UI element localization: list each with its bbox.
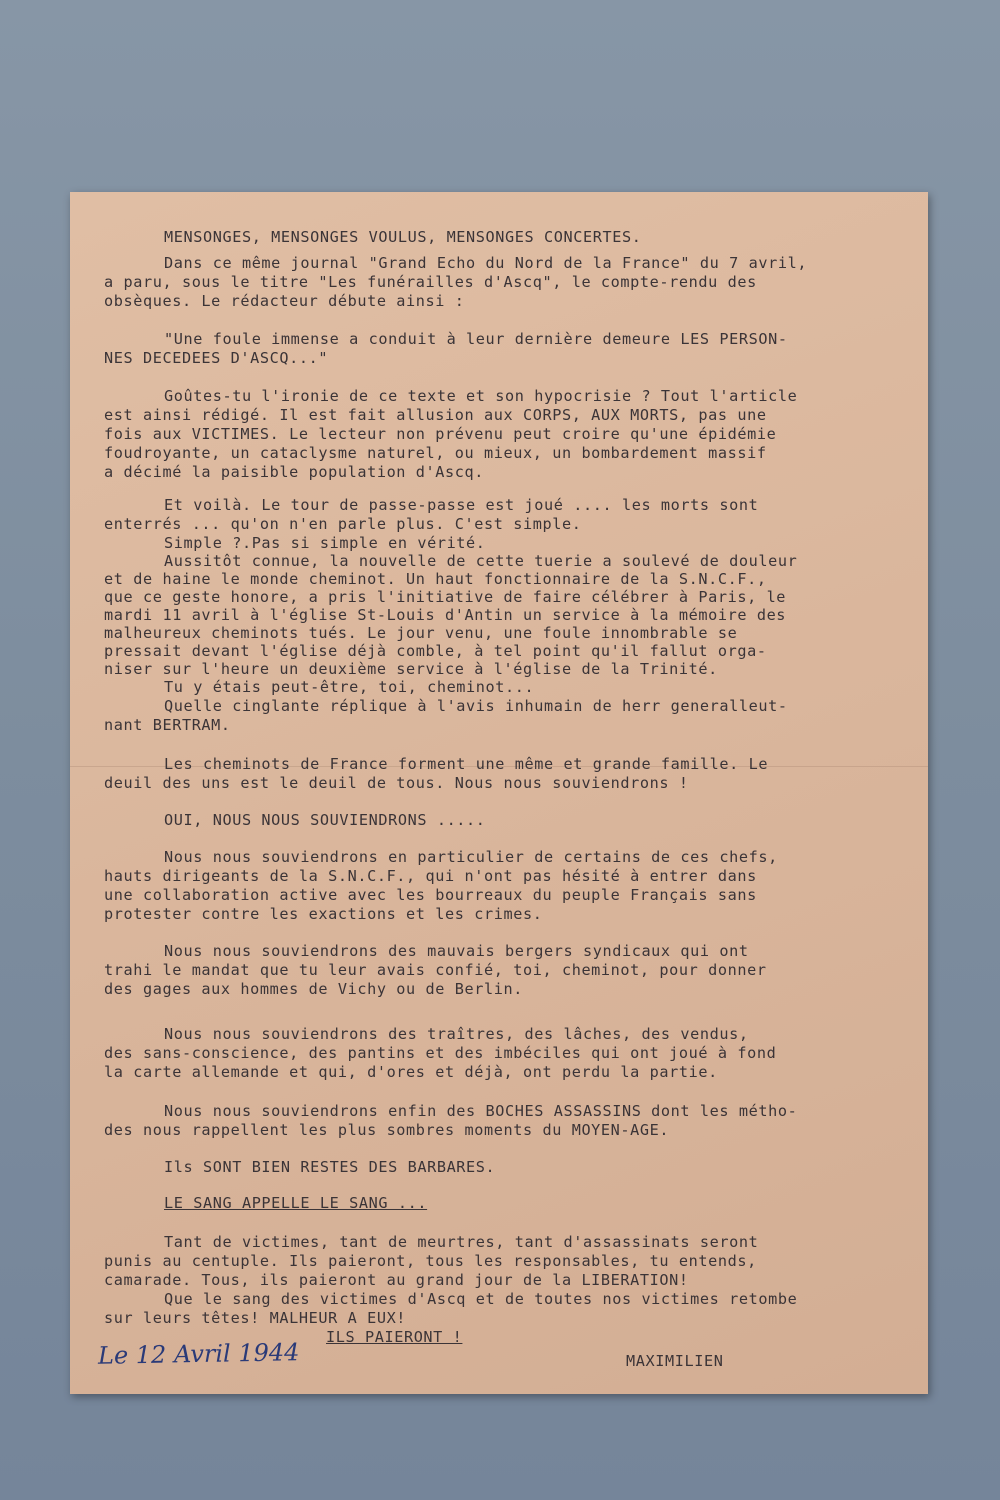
text-line: Nous nous souviendrons des mauvais bergers syndicaux qui ont — [164, 942, 749, 960]
text-line: Quelle cinglante réplique à l'avis inhumain de herr generalleut- — [164, 697, 788, 715]
text-line: Nous nous souviendrons des traîtres, des lâches, des vendus, — [164, 1025, 749, 1043]
text-line: Nous nous souviendrons en particulier de certains de ces chefs, — [164, 848, 778, 866]
text-line-underlined: ILS PAIERONT ! — [326, 1328, 463, 1346]
text-line: nant BERTRAM. — [104, 716, 231, 734]
text-line: Tu y étais peut-être, toi, cheminot... — [164, 678, 535, 696]
text-line: a paru, sous le titre "Les funérailles d'Ascq", le compte-rendu des — [104, 273, 757, 291]
text-line: des nous rappellent les plus sombres moments du MOYEN-AGE. — [104, 1121, 670, 1139]
text-line: Aussitôt connue, la nouvelle de cette tuerie a soulevé de douleur — [164, 552, 798, 570]
document-title: MENSONGES, MENSONGES VOULUS, MENSONGES CONCERTES. — [164, 228, 642, 246]
text-line: la carte allemande et qui, d'ores et déjà, ont perdu la partie. — [104, 1063, 718, 1081]
text-line: enterrés ... qu'on n'en parle plus. C'est simple. — [104, 515, 582, 533]
text-line: punis au centuple. Ils paieront, tous les responsables, tu entends, — [104, 1252, 757, 1270]
text-line: que ce geste honore, a pris l'initiative de faire célébrer à Paris, le — [104, 588, 787, 606]
text-line: OUI, NOUS NOUS SOUVIENDRONS ..... — [164, 811, 486, 829]
text-line-underlined: LE SANG APPELLE LE SANG ... — [164, 1194, 428, 1212]
text-line: NES DECEDEES D'ASCQ..." — [104, 349, 329, 367]
text-line: protester contre les exactions et les crimes. — [104, 905, 543, 923]
text-line: une collaboration active avec les bourreaux du peuple Français sans — [104, 886, 757, 904]
text-line: niser sur l'heure un deuxième service à l'église de la Trinité. — [104, 660, 718, 678]
text-line: Dans ce même journal "Grand Echo du Nord de la France" du 7 avril, — [164, 254, 808, 272]
text-line: sur leurs têtes! MALHEUR A EUX! — [104, 1309, 407, 1327]
text-line: des gages aux hommes de Vichy ou de Berlin. — [104, 980, 523, 998]
typed-leaflet — [70, 192, 928, 1394]
signature-typed: MAXIMILIEN — [626, 1352, 724, 1370]
text-line: trahi le mandat que tu leur avais confié, toi, cheminot, pour donner — [104, 961, 767, 979]
text-line: hauts dirigeants de la S.N.C.F., qui n'ont pas hésité à entrer dans — [104, 867, 757, 885]
handwritten-date: Le 12 Avril 1944 — [97, 1338, 300, 1370]
text-line: et de haine le monde cheminot. Un haut fonctionnaire de la S.N.C.F., — [104, 570, 767, 588]
text-line: pressait devant l'église déjà comble, à tel point qu'il fallut orga- — [104, 642, 767, 660]
text-line: deuil des uns est le deuil de tous. Nous nous souviendrons ! — [104, 774, 689, 792]
text-line: Tant de victimes, tant de meurtres, tant d'assassinats seront — [164, 1233, 759, 1251]
text-line: foudroyante, un cataclysme naturel, ou mieux, un bombardement massif — [104, 444, 767, 462]
text-line: fois aux VICTIMES. Le lecteur non prévenu peut croire qu'une épidémie — [104, 425, 777, 443]
text-line: mardi 11 avril à l'église St-Louis d'Antin un service à la mémoire des — [104, 606, 787, 624]
text-line: "Une foule immense a conduit à leur dernière demeure LES PERSON- — [164, 330, 788, 348]
text-line: Simple ?.Pas si simple en vérité. — [164, 534, 486, 552]
text-line: des sans-conscience, des pantins et des imbéciles qui ont joué à fond — [104, 1044, 777, 1062]
text-line: Et voilà. Le tour de passe-passe est joué .... les morts sont — [164, 496, 759, 514]
text-line: camarade. Tous, ils paieront au grand jour de la LIBERATION! — [104, 1271, 689, 1289]
text-line: a décimé la paisible population d'Ascq. — [104, 463, 485, 481]
text-line: Que le sang des victimes d'Ascq et de toutes nos victimes retombe — [164, 1290, 798, 1308]
text-line: Ils SONT BIEN RESTES DES BARBARES. — [164, 1158, 496, 1176]
text-line: obsèques. Le rédacteur débute ainsi : — [104, 292, 465, 310]
text-line: Les cheminots de France forment une même et grande famille. Le — [164, 755, 769, 773]
text-line: est ainsi rédigé. Il est fait allusion aux CORPS, AUX MORTS, pas une — [104, 406, 767, 424]
text-line: Nous nous souviendrons enfin des BOCHES ASSASSINS dont les métho- — [164, 1102, 798, 1120]
text-line: malheureux cheminots tués. Le jour venu, une foule innombrable se — [104, 624, 738, 642]
text-line: Goûtes-tu l'ironie de ce texte et son hypocrisie ? Tout l'article — [164, 387, 798, 405]
